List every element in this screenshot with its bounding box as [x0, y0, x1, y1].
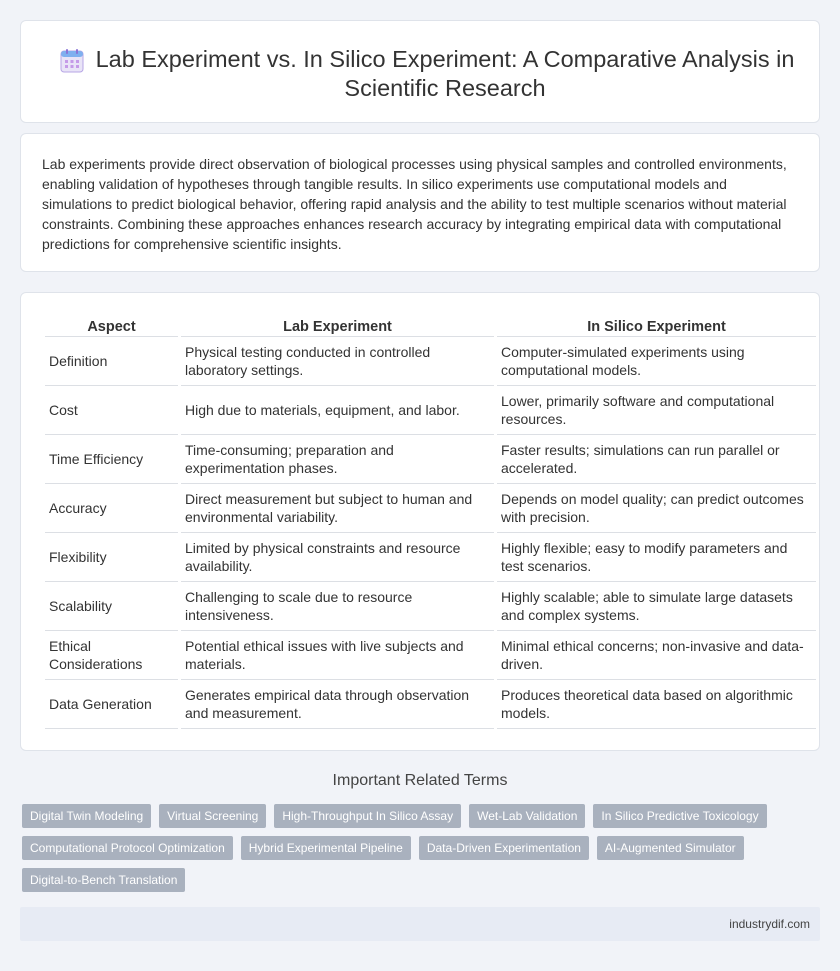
- cell-in-silico-experiment: Highly flexible; easy to modify parameters and test scenarios.: [497, 533, 816, 582]
- related-term-tag[interactable]: High-Throughput In Silico Assay: [274, 804, 461, 828]
- related-term-tag[interactable]: AI-Augmented Simulator: [597, 836, 744, 860]
- related-term-tag[interactable]: In Silico Predictive Toxicology: [593, 804, 766, 828]
- table-row: [45, 631, 816, 680]
- cell-aspect: Flexibility: [45, 533, 178, 582]
- related-term-tag[interactable]: Data-Driven Experimentation: [419, 836, 589, 860]
- related-term-tag[interactable]: Wet-Lab Validation: [469, 804, 585, 828]
- table-row: [45, 435, 816, 484]
- footer: [20, 907, 820, 941]
- cell-in-silico-experiment: Computer-simulated experiments using computational models.: [497, 337, 816, 386]
- related-term-tag[interactable]: Virtual Screening: [159, 804, 266, 828]
- comparison-table-card: [20, 292, 820, 751]
- cell-lab-experiment: Generates empirical data through observation and measurement.: [181, 680, 494, 729]
- table-row: [45, 484, 816, 533]
- related-term-tag[interactable]: Hybrid Experimental Pipeline: [241, 836, 411, 860]
- header-in-silico-experiment: In Silico Experiment: [497, 315, 816, 337]
- calendar-icon: [58, 47, 86, 75]
- cell-in-silico-experiment: Minimal ethical concerns; non-invasive and data-driven.: [497, 631, 816, 680]
- related-term-tag[interactable]: Digital Twin Modeling: [22, 804, 151, 828]
- comparison-table: [42, 315, 819, 729]
- cell-lab-experiment: Direct measurement but subject to human and environmental variability.: [181, 484, 494, 533]
- cell-in-silico-experiment: Produces theoretical data based on algorithmic models.: [497, 680, 816, 729]
- page-title: Lab Experiment vs. In Silico Experiment: A Comparative Analysis in Scientific Research: [95, 46, 795, 101]
- cell-lab-experiment: High due to materials, equipment, and labor.: [181, 386, 494, 435]
- cell-aspect: Data Generation: [45, 680, 178, 729]
- intro-card: [20, 133, 820, 272]
- table-row: [45, 386, 816, 435]
- cell-in-silico-experiment: Faster results; simulations can run parallel or accelerated.: [497, 435, 816, 484]
- footer-site[interactable]: industrydif.com: [729, 917, 810, 931]
- cell-in-silico-experiment: Highly scalable; able to simulate large datasets and complex systems.: [497, 582, 816, 631]
- header-aspect: Aspect: [45, 315, 178, 337]
- table-row: [45, 680, 816, 729]
- cell-aspect: Scalability: [45, 582, 178, 631]
- title-card: [20, 20, 820, 123]
- cell-lab-experiment: Time-consuming; preparation and experimentation phases.: [181, 435, 494, 484]
- cell-in-silico-experiment: Depends on model quality; can predict outcomes with precision.: [497, 484, 816, 533]
- table-row: [45, 582, 816, 631]
- table-header-row: [45, 315, 816, 337]
- cell-aspect: Definition: [45, 337, 178, 386]
- intro-paragraph: Lab experiments provide direct observation of biological processes using physical samples and controlled environments, enabling validation of hypotheses through tangible results. In silico experiments use computational models and simulations to predict biological behavior, offering rapid analysis and the ability to test multiple scenarios without material constraints. Combining these approaches enhances research accuracy by integrating empirical data with computational predictions for comprehensive scientific insights.: [42, 156, 787, 252]
- cell-lab-experiment: Challenging to scale due to resource intensiveness.: [181, 582, 494, 631]
- cell-lab-experiment: Potential ethical issues with live subjects and materials.: [181, 631, 494, 680]
- cell-aspect: Cost: [45, 386, 178, 435]
- header-lab-experiment: Lab Experiment: [181, 315, 494, 337]
- table-row: [45, 533, 816, 582]
- related-terms-list: [22, 804, 802, 892]
- table-row: [45, 337, 816, 386]
- cell-lab-experiment: Limited by physical constraints and resource availability.: [181, 533, 494, 582]
- cell-aspect: Ethical Considerations: [45, 631, 178, 680]
- related-term-tag[interactable]: Digital-to-Bench Translation: [22, 868, 185, 892]
- related-terms-heading: Important Related Terms: [332, 772, 508, 789]
- related-term-tag[interactable]: Computational Protocol Optimization: [22, 836, 233, 860]
- cell-in-silico-experiment: Lower, primarily software and computational resources.: [497, 386, 816, 435]
- cell-lab-experiment: Physical testing conducted in controlled laboratory settings.: [181, 337, 494, 386]
- cell-aspect: Time Efficiency: [45, 435, 178, 484]
- cell-aspect: Accuracy: [45, 484, 178, 533]
